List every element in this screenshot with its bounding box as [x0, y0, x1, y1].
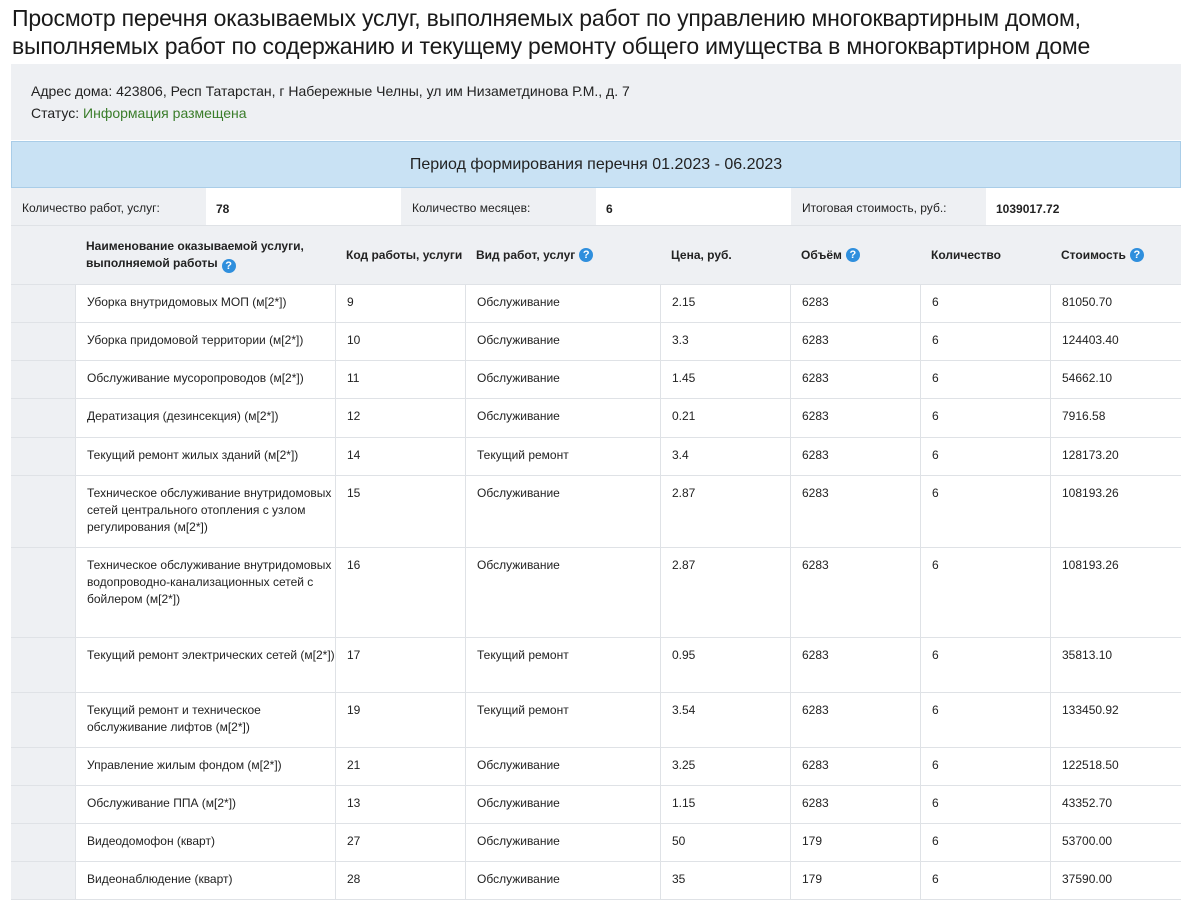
service-volume: 6283	[790, 438, 920, 475]
service-price: 1.45	[660, 361, 790, 398]
table-row	[11, 361, 1181, 399]
page-title-line-1: Просмотр перечня оказываемых услуг, выполняемых работ по управлению многоквартирным домом,	[12, 5, 1081, 31]
works-count-value: 78	[206, 188, 401, 225]
service-volume: 179	[790, 862, 920, 899]
service-cost: 124403.40	[1050, 323, 1181, 360]
row-stub	[11, 361, 75, 398]
service-name: Техническое обслуживание внутридомовых сетей центрального отопления с узлом регулирования (м[2*])	[75, 476, 335, 547]
service-code: 14	[335, 438, 465, 475]
service-volume: 6283	[790, 693, 920, 747]
table-row	[11, 285, 1181, 323]
service-type: Обслуживание	[465, 548, 660, 637]
service-cost: 128173.20	[1050, 438, 1181, 475]
service-name: Текущий ремонт жилых зданий (м[2*])	[75, 438, 335, 475]
service-price: 2.15	[660, 285, 790, 322]
help-icon[interactable]: ?	[579, 248, 593, 262]
service-price: 1.15	[660, 786, 790, 823]
service-price: 35	[660, 862, 790, 899]
header-type-label: Вид работ, услуг	[476, 247, 576, 262]
row-stub	[11, 323, 75, 360]
service-code: 13	[335, 786, 465, 823]
service-name: Текущий ремонт и техническое обслуживание лифтов (м[2*])	[75, 693, 335, 747]
address-line	[31, 83, 630, 99]
table-row	[11, 638, 1181, 693]
row-stub	[11, 285, 75, 322]
service-code: 28	[335, 862, 465, 899]
service-quantity: 6	[920, 399, 1050, 437]
service-type: Обслуживание	[465, 323, 660, 360]
service-price: 2.87	[660, 548, 790, 637]
service-code: 15	[335, 476, 465, 547]
service-name: Обслуживание ППА (м[2*])	[75, 786, 335, 823]
service-code: 17	[335, 638, 465, 692]
row-stub	[11, 548, 75, 637]
service-quantity: 6	[920, 361, 1050, 398]
page-title	[12, 4, 1182, 60]
services-table	[11, 226, 1181, 900]
service-cost: 108193.26	[1050, 548, 1181, 637]
help-icon[interactable]: ?	[846, 248, 860, 262]
service-code: 16	[335, 548, 465, 637]
service-type: Обслуживание	[465, 748, 660, 785]
service-code: 27	[335, 824, 465, 861]
service-quantity: 6	[920, 786, 1050, 823]
service-cost: 122518.50	[1050, 748, 1181, 785]
header-name	[75, 226, 335, 284]
service-cost: 7916.58	[1050, 399, 1181, 437]
service-volume: 6283	[790, 399, 920, 437]
service-price: 2.87	[660, 476, 790, 547]
service-quantity: 6	[920, 824, 1050, 861]
service-quantity: 6	[920, 638, 1050, 692]
service-name: Уборка внутридомовых МОП (м[2*])	[75, 285, 335, 322]
service-code: 21	[335, 748, 465, 785]
table-row	[11, 548, 1181, 638]
row-stub	[11, 438, 75, 475]
total-cost-value: 1039017.72	[986, 188, 1181, 225]
service-name: Дератизация (дезинсекция) (м[2*])	[75, 399, 335, 437]
table-row	[11, 862, 1181, 900]
service-cost: 35813.10	[1050, 638, 1181, 692]
service-name: Текущий ремонт электрических сетей (м[2*])	[75, 638, 335, 692]
service-code: 12	[335, 399, 465, 437]
service-name: Техническое обслуживание внутридомовых водопроводно-канализационных сетей с бойлером (м[2*])	[75, 548, 335, 637]
table-row	[11, 824, 1181, 862]
service-code: 9	[335, 285, 465, 322]
status-value: Информация размещена	[83, 105, 247, 121]
header-code-label: Код работы, услуги	[346, 247, 463, 262]
service-price: 3.3	[660, 323, 790, 360]
header-cost-label: Стоимость	[1061, 247, 1126, 262]
status-line	[31, 105, 247, 121]
table-body	[11, 285, 1181, 900]
header-quantity-label: Количество	[931, 247, 1001, 262]
service-name: Обслуживание мусоропроводов (м[2*])	[75, 361, 335, 398]
works-count-label: Количество работ, услуг:	[22, 201, 160, 215]
service-volume: 6283	[790, 285, 920, 322]
row-stub	[11, 693, 75, 747]
service-type: Обслуживание	[465, 399, 660, 437]
service-name: Видеонаблюдение (кварт)	[75, 862, 335, 899]
header-price-label: Цена, руб.	[671, 247, 732, 262]
address-label: Адрес дома:	[31, 83, 113, 99]
service-type: Обслуживание	[465, 476, 660, 547]
service-cost: 54662.10	[1050, 361, 1181, 398]
service-cost: 37590.00	[1050, 862, 1181, 899]
service-price: 3.54	[660, 693, 790, 747]
row-stub	[11, 824, 75, 861]
service-volume: 6283	[790, 638, 920, 692]
header-quantity	[920, 226, 1050, 284]
row-stub	[11, 638, 75, 692]
service-volume: 6283	[790, 786, 920, 823]
table-row	[11, 786, 1181, 824]
table-row	[11, 399, 1181, 438]
header-volume-label: Объём	[801, 247, 842, 262]
service-cost: 133450.92	[1050, 693, 1181, 747]
header-price	[660, 226, 790, 284]
service-quantity: 6	[920, 693, 1050, 747]
service-cost: 43352.70	[1050, 786, 1181, 823]
service-price: 0.21	[660, 399, 790, 437]
header-type	[465, 226, 660, 284]
service-volume: 179	[790, 824, 920, 861]
table-header	[11, 226, 1181, 285]
row-stub	[11, 786, 75, 823]
service-quantity: 6	[920, 438, 1050, 475]
address-value: 423806, Респ Татарстан, г Набережные Челны, ул им Низаметдинова Р.М., д. 7	[116, 83, 630, 99]
service-type: Обслуживание	[465, 824, 660, 861]
house-info-panel	[11, 64, 1181, 140]
status-label: Статус:	[31, 105, 80, 121]
service-code: 19	[335, 693, 465, 747]
row-stub	[11, 476, 75, 547]
service-name: Видеодомофон (кварт)	[75, 824, 335, 861]
service-volume: 6283	[790, 748, 920, 785]
service-type: Обслуживание	[465, 862, 660, 899]
page-title-line-2: выполняемых работ по содержанию и текущему ремонту общего имущества в многоквартирном доме	[12, 33, 1091, 59]
header-cost	[1050, 226, 1181, 284]
help-icon[interactable]: ?	[1130, 248, 1144, 262]
months-count-label: Количество месяцев:	[412, 201, 531, 215]
header-code	[335, 226, 465, 284]
table-row	[11, 693, 1181, 748]
table-row	[11, 748, 1181, 786]
header-volume	[790, 226, 920, 284]
row-stub	[11, 862, 75, 899]
row-stub	[11, 399, 75, 437]
row-stub	[11, 748, 75, 785]
table-row	[11, 323, 1181, 361]
service-code: 11	[335, 361, 465, 398]
service-quantity: 6	[920, 862, 1050, 899]
months-count-value: 6	[596, 188, 791, 225]
service-price: 3.4	[660, 438, 790, 475]
service-type: Текущий ремонт	[465, 638, 660, 692]
header-stub	[11, 226, 75, 284]
service-volume: 6283	[790, 548, 920, 637]
service-type: Обслуживание	[465, 361, 660, 398]
service-cost: 53700.00	[1050, 824, 1181, 861]
service-quantity: 6	[920, 476, 1050, 547]
service-volume: 6283	[790, 323, 920, 360]
service-name: Уборка придомовой территории (м[2*])	[75, 323, 335, 360]
table-row	[11, 476, 1181, 548]
header-name-label: Наименование оказываемой услуги, выполняемой работы	[86, 238, 304, 270]
service-cost: 81050.70	[1050, 285, 1181, 322]
service-cost: 108193.26	[1050, 476, 1181, 547]
service-code: 10	[335, 323, 465, 360]
service-quantity: 6	[920, 323, 1050, 360]
service-type: Текущий ремонт	[465, 438, 660, 475]
service-type: Обслуживание	[465, 786, 660, 823]
service-quantity: 6	[920, 285, 1050, 322]
service-price: 50	[660, 824, 790, 861]
service-quantity: 6	[920, 548, 1050, 637]
service-name: Управление жилым фондом (м[2*])	[75, 748, 335, 785]
service-price: 3.25	[660, 748, 790, 785]
period-header: Период формирования перечня 01.2023 - 06.2023	[11, 141, 1181, 188]
summary-row	[11, 188, 1181, 226]
service-price: 0.95	[660, 638, 790, 692]
total-cost-label: Итоговая стоимость, руб.:	[802, 201, 947, 215]
table-row	[11, 438, 1181, 476]
help-icon[interactable]: ?	[222, 259, 236, 273]
service-type: Обслуживание	[465, 285, 660, 322]
service-volume: 6283	[790, 361, 920, 398]
service-quantity: 6	[920, 748, 1050, 785]
service-volume: 6283	[790, 476, 920, 547]
service-type: Текущий ремонт	[465, 693, 660, 747]
